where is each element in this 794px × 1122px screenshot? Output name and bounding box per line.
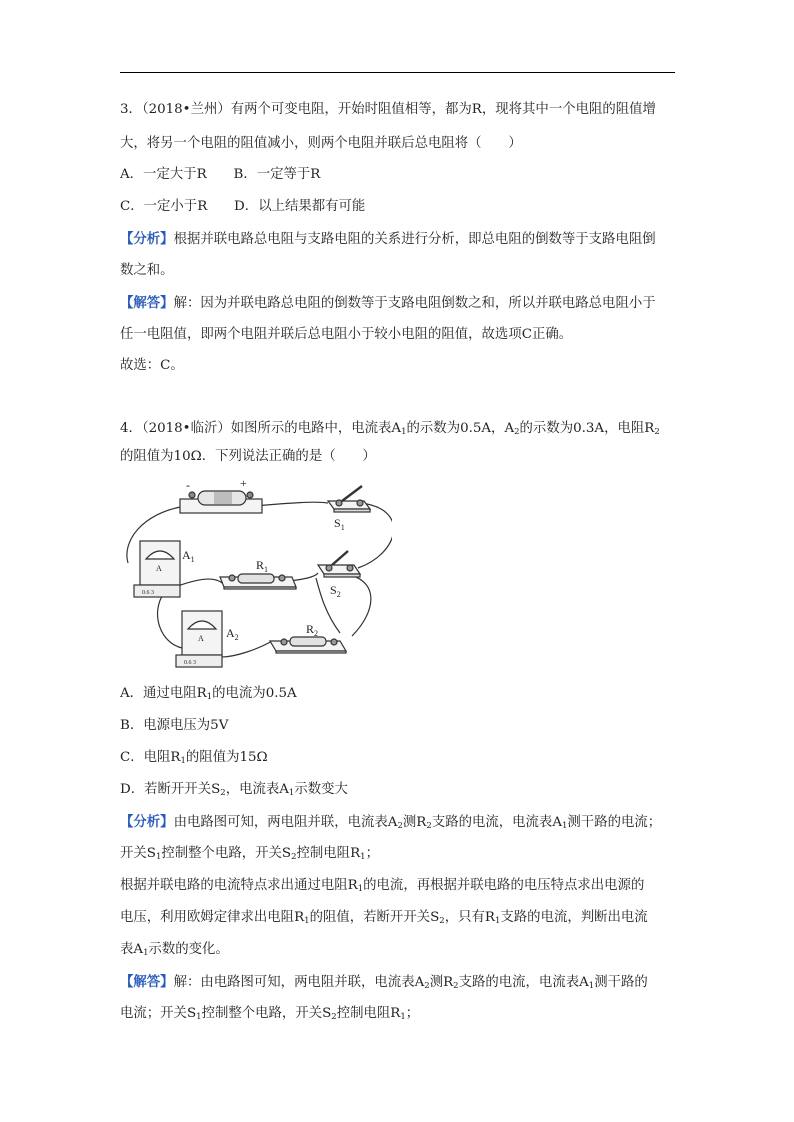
analysis-text: 测干路的电流； (567, 815, 662, 830)
wire (218, 641, 272, 657)
answer-tag: 【解答】 (120, 295, 174, 311)
answer-text: 解：因为并联电路总电阻的倒数等于支路电阻倒数之和，所以并联电路总电阻小于 (173, 296, 656, 311)
option-text: A．通过电阻R (120, 686, 207, 701)
analysis-text: 示数的变化。 (148, 942, 229, 957)
a2-scale-label: 0.6 3 (184, 660, 196, 666)
analysis-text: 支路的电流，电流表A (431, 815, 562, 830)
option-text: D．若断开开关S (120, 782, 221, 797)
q3-analysis-line2: 数之和。 (120, 263, 174, 278)
a1-meter-letter: A (156, 564, 162, 573)
stem-text: 的示数为0.3A，电阻R (519, 421, 655, 436)
subscript: 1 (196, 1012, 202, 1022)
battery-icon (180, 491, 262, 513)
q3-stem-line2: 大，将另一个电阻的阻值减小，则两个电阻并联后总电阻将（ ） (120, 136, 522, 151)
subscript: 2 (426, 821, 432, 831)
q4-stem-line1 (120, 420, 660, 438)
wire (158, 593, 182, 648)
r1-label: $R_1$ (256, 558, 269, 574)
analysis-text: 开关S (120, 846, 156, 861)
answer-text: 测干路的 (594, 975, 648, 990)
analysis-text: ，只有R (444, 910, 495, 925)
q4-analysis-line2 (120, 845, 379, 863)
subscript: 2 (331, 1012, 337, 1022)
wire (178, 579, 222, 586)
analysis-text: 测R (402, 815, 427, 830)
q4-answer-line2 (120, 1005, 419, 1023)
q4-analysis-line1 (120, 813, 661, 832)
subscript: 1 (180, 756, 186, 766)
analysis-tag: 【分析】 (120, 231, 174, 247)
switch-s2-icon (318, 551, 360, 577)
analysis-text: ； (365, 846, 379, 861)
wire (254, 502, 328, 506)
subscript: 2 (397, 821, 403, 831)
subscript: 2 (453, 981, 459, 991)
analysis-tag: 【分析】 (120, 814, 174, 830)
subscript: 2 (291, 852, 297, 862)
analysis-text: 的阻值，若断开开关S (309, 910, 440, 925)
a1-label: $A_1$ (182, 548, 195, 564)
subscript: 1 (206, 692, 213, 702)
q4-stem-line2: 的阻值为10Ω．下列说法正确的是（ ） (120, 449, 376, 464)
q3-stem-line1: 3．（2018•兰州）有两个可变电阻，开始时阻值相等，都为R，现将其中一个电阻的阻值增 (120, 102, 656, 117)
q3-choice: 故选：C。 (120, 358, 184, 373)
s2-label: $S_2$ (330, 583, 341, 599)
q4-option-b: B．电源电压为5V (120, 718, 229, 733)
subscript: 1 (494, 916, 501, 926)
q3-options-ab: A．一定大于R B．一定等于R (120, 167, 321, 182)
q4-answer-line1 (120, 973, 648, 992)
resistor-r2-icon (270, 637, 346, 653)
analysis-text: 控制整个电路，开关S (161, 846, 292, 861)
q4-option-d (120, 781, 348, 799)
subscript: 2 (220, 788, 226, 798)
q3-options-cd: C．一定小于R D．以上结果都有可能 (120, 199, 366, 214)
subscript: 1 (357, 884, 364, 894)
option-text: 示数变大 (294, 782, 348, 797)
q3-answer-line1 (120, 294, 656, 313)
q4-option-a (120, 685, 297, 703)
option-text: ，电流表A (225, 782, 289, 797)
answer-text: 电流；开关S (120, 1006, 197, 1021)
q3-answer-line2: 任一电阻值，即两个电阻并联后总电阻小于较小电阻的阻值，故选项C正确。 (120, 327, 573, 342)
a1-scale-label: 0.6 3 (142, 590, 154, 596)
wire (358, 503, 392, 568)
subscript: 2 (424, 981, 430, 991)
answer-text: ； (405, 1006, 420, 1021)
analysis-text: 表A (120, 942, 144, 957)
answer-text: 解：由电路图可知，两电阻并联，电流表A (173, 975, 425, 990)
resistor-r1-icon (220, 574, 296, 589)
subscript: 1 (155, 852, 162, 862)
subscript: 1 (401, 427, 407, 437)
stem-text: 的示数为0.5A，A (406, 421, 515, 436)
answer-text: 测R (429, 975, 454, 990)
q3-analysis-line1 (120, 230, 656, 249)
battery-plus-label: + (240, 476, 247, 490)
option-text: 的电流为0.5A (212, 686, 297, 701)
analysis-text: 控制电阻R (296, 846, 361, 861)
stem-text: 4．（2018•临沂）如图所示的电路中，电流表A (120, 421, 402, 436)
answer-text: 控制整个电路，开关S (201, 1006, 332, 1021)
answer-text: 控制电阻R (336, 1006, 401, 1021)
analysis-text: 支路的电流，判断出电流 (500, 910, 648, 925)
analysis-text: 的电流，再根据并联电路的电压特点求出电源的 (363, 878, 645, 893)
analysis-text: 电压，利用欧姆定律求出电阻R (120, 910, 305, 925)
subscript: 1 (288, 788, 295, 798)
s1-label: $S_1$ (334, 516, 345, 532)
circuit-diagram (120, 473, 392, 676)
subscript: 1 (360, 852, 366, 862)
q4-analysis-line3 (120, 877, 644, 895)
subscript: 1 (588, 981, 595, 991)
wire (350, 575, 371, 636)
switch-s1-icon (328, 486, 370, 512)
a2-label: $A_2$ (226, 626, 239, 642)
r2-label: $R_2$ (306, 622, 319, 638)
subscript: 2 (654, 427, 660, 437)
analysis-text: 根据并联电路的电流特点求出通过电阻R (120, 878, 358, 893)
battery-minus-label: - (186, 478, 190, 492)
answer-text: 支路的电流，电流表A (458, 975, 589, 990)
option-text: C．电阻R (120, 750, 181, 765)
q4-analysis-line4 (120, 909, 648, 927)
wire (290, 573, 318, 581)
analysis-text: 由电路图可知，两电阻并联，电流表A (173, 815, 398, 830)
answer-tag: 【解答】 (120, 974, 174, 990)
subscript: 1 (143, 948, 149, 958)
subscript: 2 (439, 916, 445, 926)
option-text: 的阻值为15Ω (185, 750, 268, 765)
header-rule (120, 72, 675, 73)
analysis-text: 根据并联电路总电阻与支路电阻的关系进行分析，即总电阻的倒数等于支路电阻倒 (173, 232, 656, 247)
q4-option-c (120, 749, 268, 767)
subscript: 1 (304, 916, 310, 926)
a2-meter-letter: A (198, 634, 204, 643)
q4-analysis-line5 (120, 941, 229, 959)
subscript: 2 (514, 427, 520, 437)
subscript: 1 (562, 821, 568, 831)
subscript: 1 (400, 1012, 406, 1022)
